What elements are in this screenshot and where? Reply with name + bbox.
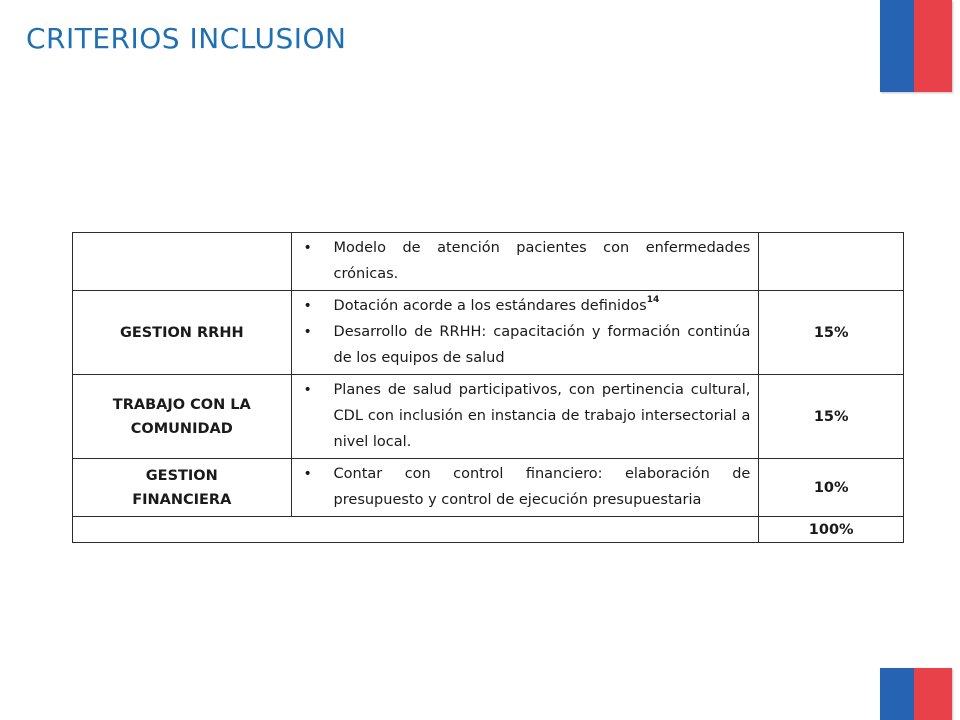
table-row (73, 291, 904, 375)
list-item (292, 461, 751, 513)
bullet-text: Contar con control financiero: elaboración de presupuesto y control de ejecución presupuestaria (333, 466, 751, 508)
weight-cell: 15% (759, 291, 904, 375)
table-row (73, 375, 904, 459)
list-item (292, 377, 751, 455)
bullet-icon: • (303, 382, 312, 398)
list-item (292, 319, 751, 371)
table-row (73, 459, 904, 517)
description-cell (291, 291, 759, 375)
description-cell (291, 459, 759, 517)
criterion-cell (73, 233, 292, 291)
weight-cell: 15% (759, 375, 904, 459)
criterion-cell (73, 459, 292, 517)
bullet-icon: • (303, 324, 312, 340)
criteria-table (72, 232, 904, 543)
weight-cell (759, 233, 904, 291)
criterion-line: FINANCIERA (132, 491, 232, 508)
bullet-list (292, 375, 759, 458)
bullet-list (292, 291, 759, 374)
chile-flag-top-logo (880, 0, 952, 92)
criterion-line: COMUNIDAD (130, 420, 233, 437)
bullet-icon: • (303, 240, 312, 256)
flag-blue-stripe (880, 668, 914, 720)
bullet-list (292, 233, 759, 290)
list-item (292, 235, 751, 287)
bullet-text: Planes de salud participativos, con pertinencia cultural, CDL con inclusión en instancia de trabajo intersectorial a nivel local. (333, 382, 751, 450)
description-cell (291, 375, 759, 459)
criterion-cell (73, 375, 292, 459)
total-label-cell (73, 517, 759, 543)
table-row (73, 233, 904, 291)
bullet-text: Desarrollo de RRHH: capacitación y formación continúa de los equipos de salud (333, 324, 751, 366)
flag-red-stripe (914, 0, 952, 92)
bullet-icon: • (303, 466, 312, 482)
bullet-list (292, 459, 759, 516)
flag-red-stripe (914, 668, 952, 720)
description-cell (291, 233, 759, 291)
bullet-icon: • (303, 298, 312, 314)
list-item (292, 293, 751, 319)
bullet-text: Dotación acorde a los estándares definidos (333, 298, 647, 314)
weight-cell: 10% (759, 459, 904, 517)
footnote-marker: 14 (646, 295, 660, 305)
bullet-text: Modelo de atención pacientes con enfermedades crónicas. (333, 240, 751, 282)
criterion-line: GESTION (145, 467, 218, 484)
total-weight-cell: 100% (759, 517, 904, 543)
criterion-line: TRABAJO CON LA (112, 396, 251, 413)
slide-title: CRITERIOS INCLUSION (26, 22, 347, 55)
table-row-total (73, 517, 904, 543)
criterion-cell: GESTION RRHH (73, 291, 292, 375)
flag-blue-stripe (880, 0, 914, 92)
chile-flag-bottom-logo (880, 668, 952, 720)
